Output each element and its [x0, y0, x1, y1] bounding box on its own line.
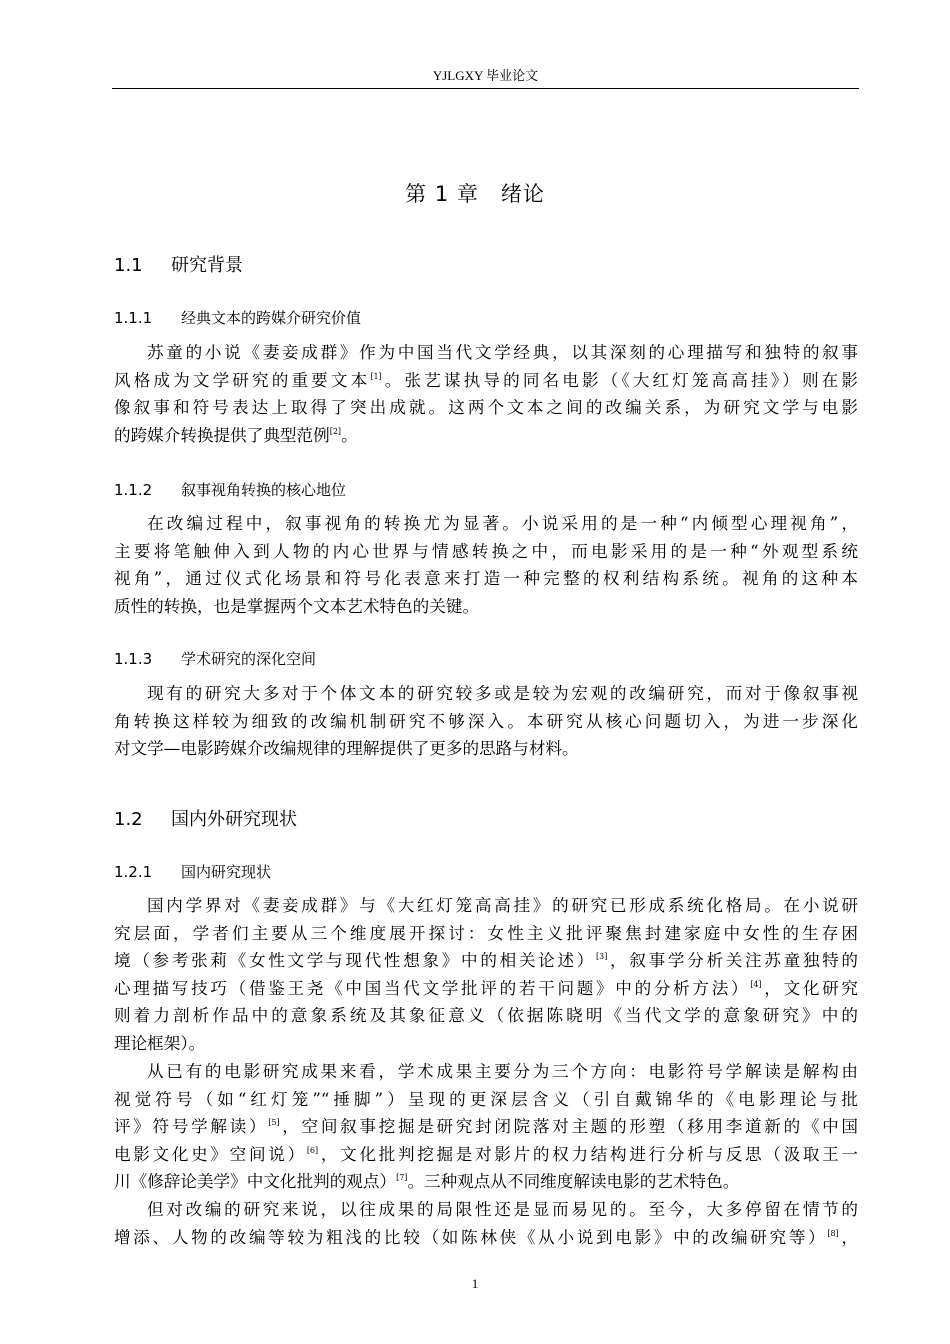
- citation-ref: [3]: [596, 952, 608, 961]
- text-fragment: 。三种观点从不同维度解读电影的艺术特色。: [407, 1172, 740, 1191]
- citation-ref: [8]: [827, 1228, 839, 1238]
- text-fragment: 但对改编的研究来说，以往成果的局限性还是显而易见的。至今，大多停留在情节的: [147, 1200, 858, 1219]
- text-fragment: 在改编过程中，叙事视角的转换尤为显著。小说采用的是一种“内倾型心理视角”，: [147, 514, 858, 533]
- text-fragment: 角转换这样较为细致的改编机制研究不够深入。本研究从核心问题切入，为进一步深化: [114, 711, 858, 731]
- citation-ref: [4]: [750, 979, 762, 989]
- text-fragment: 的跨媒介转换提供了典型范例: [114, 425, 330, 445]
- text-line: [114, 947, 858, 975]
- paragraph: [114, 339, 858, 449]
- subsection-number: 1.1.3: [114, 650, 153, 668]
- text-fragment: 苏童的小说《妻妾成群》作为中国当代文学经典，以其深刻的心理描写和独特的叙事: [147, 343, 858, 362]
- subsection-heading-1-1-1: [114, 306, 361, 330]
- text-fragment: 则着力剖析作品中的意象系统及其象征意义（依据陈晓明《当代文学的意象研究》中的: [114, 1006, 858, 1025]
- text-line: [114, 1086, 858, 1114]
- text-fragment: 川《修辞论美学》中文化批判的观点）: [114, 1172, 397, 1191]
- text-line: [114, 1113, 858, 1141]
- subsection-number: 1.1.2: [114, 481, 153, 499]
- text-line: [114, 708, 858, 736]
- text-fragment: 。: [341, 425, 358, 445]
- text-line: [114, 1196, 858, 1224]
- text-line: [114, 975, 858, 1003]
- text-fragment: 理论框架）。: [114, 1033, 206, 1053]
- text-fragment: ，空间叙事挖掘是研究封闭院落对主题的形塑（移用李道新的《中国: [279, 1117, 859, 1136]
- subsection-heading-1-1-3: [114, 647, 316, 671]
- text-fragment: ，文化研究: [761, 978, 859, 998]
- text-fragment: 视角”，通过仪式化场景和符号化表意来打造一种完整的权利结构系统。视角的这种本: [114, 569, 858, 588]
- text-fragment: 国内学界对《妻妾成群》与《大红灯笼高高挂》的研究已形成系统化格局。在小说研: [147, 896, 858, 915]
- page-number: 1: [471, 1276, 479, 1291]
- text-fragment: 主要将笔触伸入到人物的内心世界与情感转换之中，而电影采用的是一种“外观型系统: [114, 541, 858, 561]
- text-line: [114, 1058, 858, 1086]
- text-line: [114, 1224, 858, 1252]
- paragraph: [114, 1058, 858, 1196]
- text-line: [114, 565, 858, 593]
- subsection-number: 1.2.1: [114, 863, 153, 881]
- citation-ref: [6]: [306, 1145, 319, 1155]
- subsection-title: 国内研究现状: [181, 863, 272, 881]
- text-line: [114, 1030, 858, 1058]
- text-fragment: 风格成为文学研究的重要文本: [114, 370, 371, 390]
- section-title: 国内外研究现状: [171, 809, 297, 830]
- subsection-title: 叙事视角转换的核心地位: [181, 481, 347, 499]
- text-line: [114, 1002, 858, 1030]
- section-heading-1-2: [114, 806, 297, 834]
- text-fragment: 现有的研究大多对于个体文本的研究较多或是较为宏观的改编研究，而对于像叙事视: [147, 684, 858, 703]
- section-heading-1-1: [114, 252, 243, 280]
- paragraph: [114, 510, 858, 620]
- text-line: [114, 920, 858, 948]
- section-title: 研究背景: [171, 255, 243, 276]
- text-fragment: 质性的转换，也是掌握两个文本艺术特色的关键。: [114, 596, 480, 616]
- text-line: [114, 1168, 858, 1196]
- subsection-title: 学术研究的深化空间: [181, 650, 317, 668]
- text-line: [114, 339, 858, 367]
- citation-ref: [5]: [268, 1118, 280, 1127]
- text-fragment: 对文学—电影跨媒介改编规律的理解提供了更多的思路与材料。: [114, 739, 579, 758]
- paragraph: [114, 892, 858, 1057]
- subsection-heading-1-1-2: [114, 478, 346, 502]
- paragraph: [114, 1196, 858, 1251]
- text-fragment: 像叙事和符号表达上取得了突出成就。这两个文本之间的改编关系，为研究文学与电影: [114, 398, 858, 417]
- text-fragment: 增添、人物的改编等较为粗浅的比较（如陈林侠《从小说到电影》中的改编研究等）: [114, 1227, 828, 1247]
- text-fragment: 评》符号学解读）: [114, 1117, 269, 1136]
- subsection-title: 经典文本的跨媒介研究价值: [181, 309, 362, 327]
- text-fragment: 心理描写技巧（借鉴王尧《中国当代文学批评的若干问题》中的分析方法）: [114, 978, 751, 998]
- text-fragment: 。张艺谋执导的同名电影（《大红灯笼高高挂》）则在影: [381, 370, 858, 390]
- citation-ref: [1]: [370, 371, 382, 381]
- text-line: [114, 367, 858, 395]
- section-number: 1.2: [114, 809, 143, 830]
- citation-ref: [7]: [396, 1173, 408, 1182]
- text-fragment: 视觉符号（如“红灯笼”“捶脚”）呈现的更深层含义（引自戴锦华的《电影理论与批: [114, 1089, 858, 1109]
- text-line: [114, 1141, 858, 1169]
- chapter-title: 第 1 章 绪论: [405, 182, 545, 206]
- citation-ref: [2]: [329, 426, 342, 436]
- text-fragment: 究层面，学者们主要从三个维度展开探讨：女性主义批评聚焦封建家庭中女性的生存困: [114, 923, 858, 943]
- text-fragment: 境（参考张莉《女性文学与现代性想象》中的相关论述）: [114, 951, 597, 970]
- text-fragment: ，叙事学分析关注苏童独特的: [607, 951, 859, 970]
- subsection-number: 1.1.1: [114, 309, 153, 327]
- section-number: 1.1: [114, 255, 143, 276]
- text-fragment: 从已有的电影研究成果来看，学术成果主要分为三个方向：电影符号学解读是解构由: [147, 1062, 858, 1081]
- text-line: [114, 735, 858, 763]
- text-line: [114, 422, 858, 450]
- page-header: YJLGXY 毕业论文: [112, 66, 859, 89]
- text-line: [114, 892, 858, 920]
- text-fragment: 电影文化史》空间说）: [114, 1144, 307, 1164]
- text-fragment: ，: [838, 1227, 858, 1247]
- text-fragment: ，文化批判挖掘是对影片的权力结构进行分析与反思（汲取王一: [318, 1144, 859, 1164]
- text-line: [114, 510, 858, 538]
- text-line: [114, 593, 858, 621]
- subsection-heading-1-2-1: [114, 860, 271, 884]
- text-line: [114, 394, 858, 422]
- text-line: [114, 680, 858, 708]
- text-line: [114, 538, 858, 566]
- paragraph: [114, 680, 858, 763]
